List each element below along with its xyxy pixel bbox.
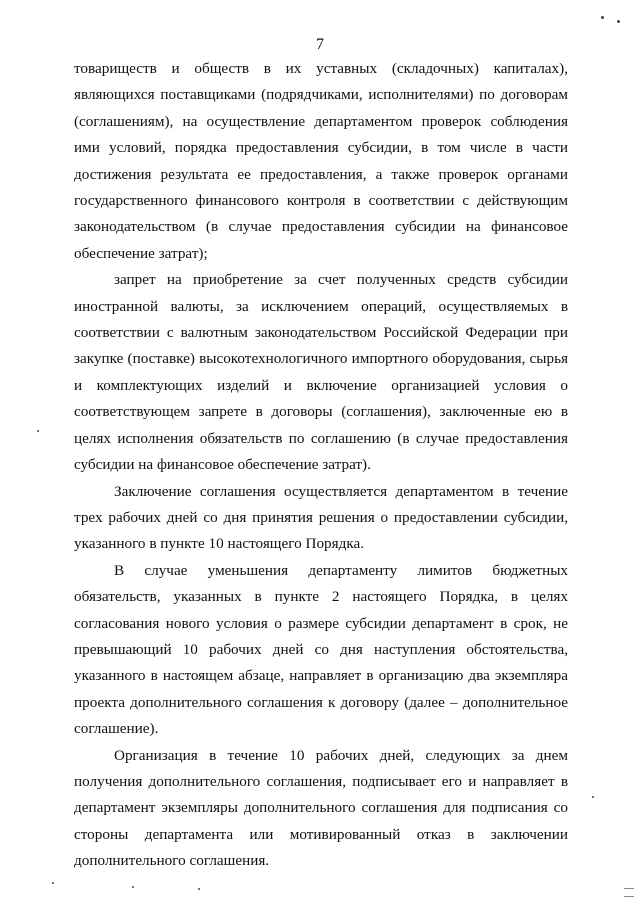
document-body: [74, 56, 568, 875]
scan-speck: [592, 796, 594, 798]
paragraph-continuation: товариществ и обществ в их уставных (складочных) капиталах), являющихся поставщиками (подрядчиками, исполнителями) по договорам (соглашениям), на осуществление департаментом проверок соблюдения ими условий, порядка предоставления субсидии, в том числе в части достижения результата ее предоставления, а также проверок органами государственного финансового контроля в соответствии с действующим законодательством (в случае предоставления субсидии на финансовое обеспечение затрат);: [74, 60, 568, 262]
scan-speck: [52, 882, 54, 884]
scan-speck: [132, 886, 134, 888]
scan-edge-mark: [624, 888, 634, 889]
scan-speck: [37, 430, 39, 432]
page-number: 7: [316, 36, 324, 53]
paragraph-agreement-conclusion: Заключение соглашения осуществляется департаментом в течение трех рабочих дней со дня принятия решения о предоставлении субсидии, указанного в пункте 10 настоящего Порядка.: [74, 482, 568, 553]
scan-speck: [617, 20, 620, 23]
scan-speck: [198, 888, 200, 890]
paragraph-currency-ban: запрет на приобретение за счет полученных средств субсидии иностранной валюты, за исключением операций, осуществляемых в соответствии с валютным законодательством Российской Федерации при закупке (поставке) высокотехнологичного импортного оборудования, сырья и комплектующих изделий и включение организацией условия о соответствующем запрете в договоры (соглашения), заключенные ею в целях исполнения обязательств по соглашению (в случае предоставления субсидии на финансовое обеспечение затрат).: [74, 271, 568, 474]
scan-speck: [601, 16, 604, 19]
paragraph-organization-response: Организация в течение 10 рабочих дней, следующих за днем получения дополнительного соглашения, подписывает его и направляет в департамент экземпляры дополнительного соглашения для подписания со стороны департамента или мотивированный отказ в заключении дополнительного соглашения.: [74, 746, 568, 870]
paragraph-limits-reduction: В случае уменьшения департаменту лимитов бюджетных обязательств, указанных в пункте 2 настоящего Порядка, в целях согласования нового условия о размере субсидии департамент в срок, не превышающий 10 рабочих дней со дня наступления обстоятельства, указанного в настоящем абзаце, направляет в организацию два экземпляра проекта дополнительного соглашения к договору (далее – дополнительное соглашение).: [74, 561, 568, 738]
scan-edge-mark: [624, 896, 634, 897]
